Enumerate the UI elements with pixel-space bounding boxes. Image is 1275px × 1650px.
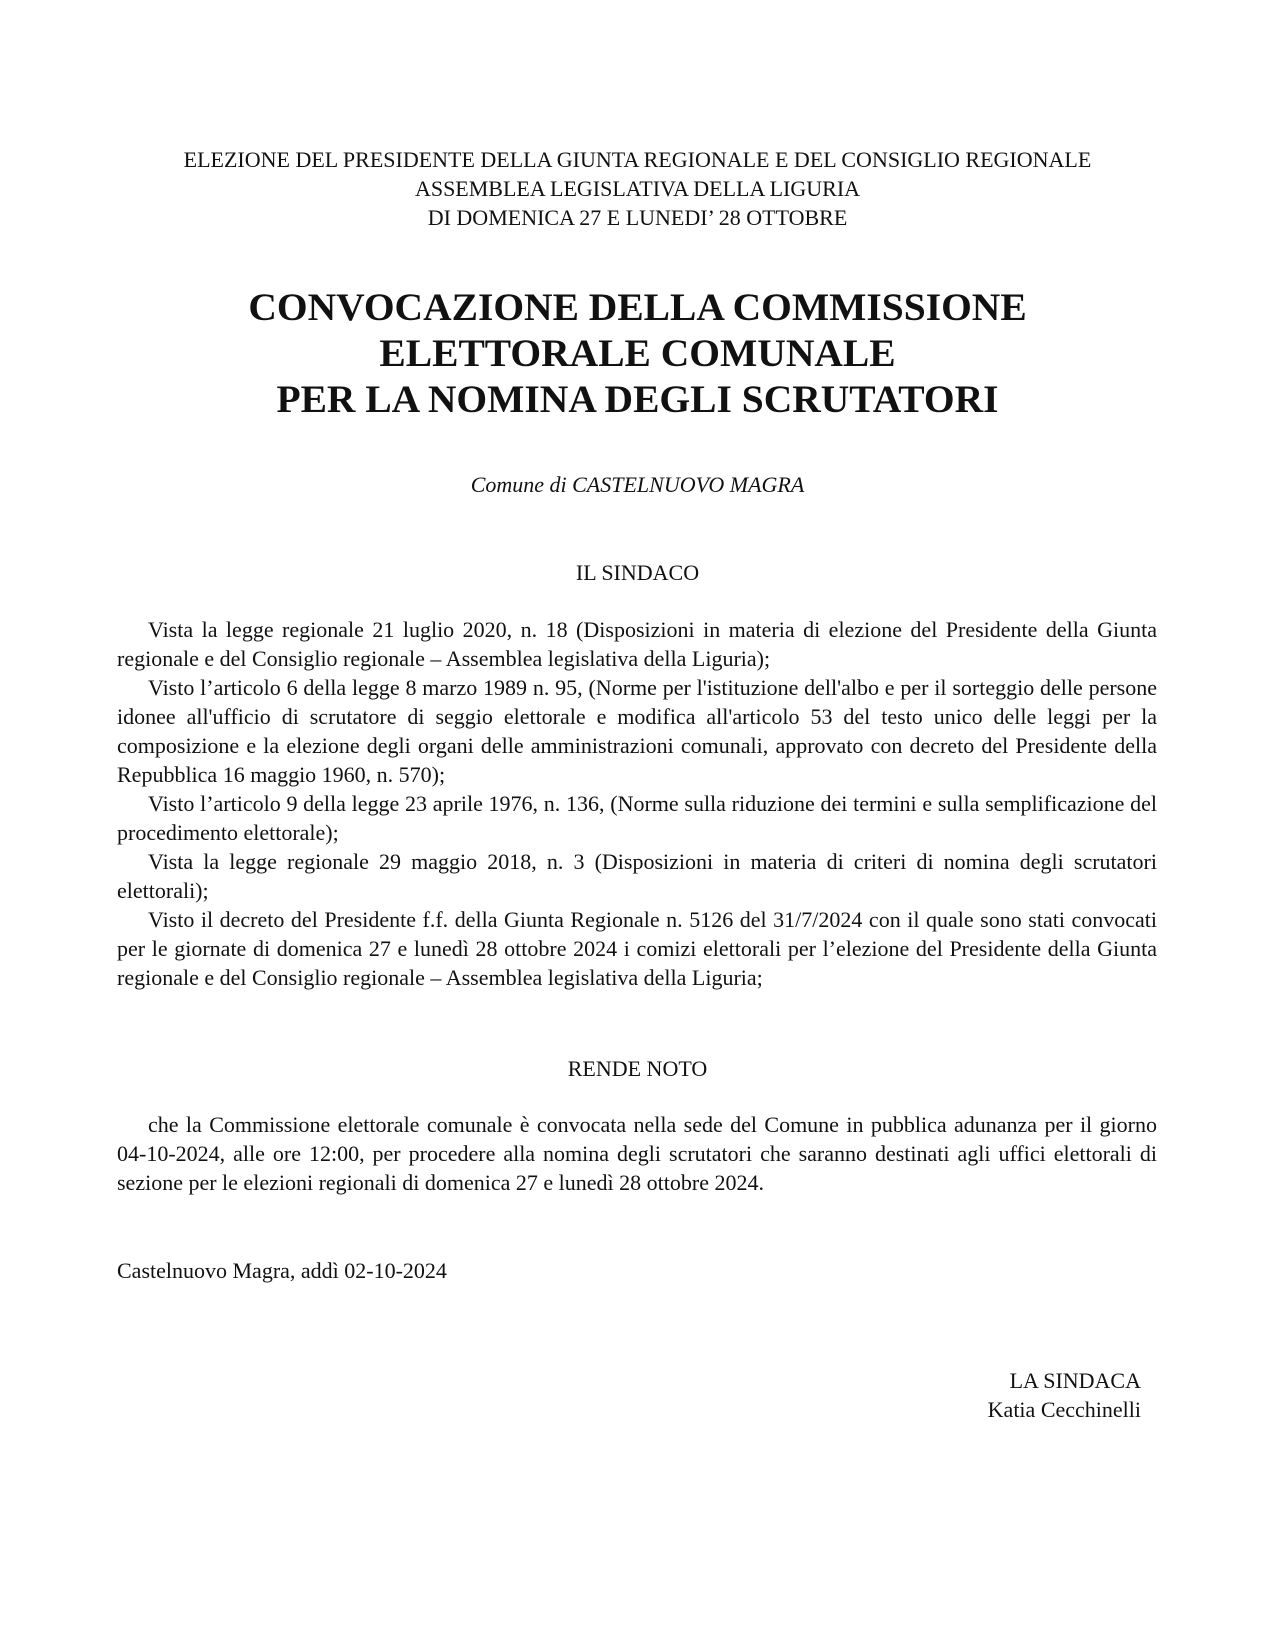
title-line: ELETTORALE COMUNALE — [379, 331, 896, 375]
place-and-date: Castelnuovo Magra, addì 02-10-2024 — [117, 1258, 447, 1283]
document-title — [0, 284, 1275, 422]
legal-preamble — [117, 615, 1157, 992]
municipality-name: Comune di CASTELNUOVO MAGRA — [470, 472, 805, 497]
preamble-paragraph: Vista la legge regionale 21 luglio 2020, n. 18 (Disposizioni in materia di elezione del Presidente della Giunta regionale e del Consiglio regionale – Assemblea legislativa della Liguria); — [117, 617, 1157, 671]
notice-body — [117, 1110, 1157, 1197]
header-line: ASSEMBLEA LEGISLATIVA DELLA LIGURIA — [414, 176, 861, 201]
signature-block — [988, 1366, 1141, 1424]
preamble-paragraph: Visto il decreto del Presidente f.f. della Giunta Regionale n. 5126 del 31/7/2024 con il quale sono stati convocati per le giornate di domenica 27 e lunedì 28 ottobre 2024 i comizi elettorali per l’elezione del Presidente della Giunta regionale e del Consiglio regionale – Assemblea legislativa della Liguria; — [117, 907, 1157, 990]
signature-name: Katia Cecchinelli — [987, 1397, 1141, 1422]
notice-paragraph: che la Commissione elettorale comunale è convocata nella sede del Comune in pubblica adunanza per il giorno 04-10-2024, alle ore 12:00, per procedere alla nomina degli scrutatori che saranno destinati agli uffici elettorali di sezione per le elezioni regionali di domenica 27 e lunedì 28 ottobre 2024. — [117, 1112, 1157, 1195]
signature-role: LA SINDACA — [1009, 1368, 1141, 1393]
header-line: DI DOMENICA 27 E LUNEDI’ 28 OTTOBRE — [427, 205, 848, 230]
rende-noto-heading: RENDE NOTO — [567, 1056, 708, 1081]
title-line: PER LA NOMINA DEGLI SCRUTATORI — [276, 377, 999, 421]
election-header — [0, 145, 1275, 232]
title-line: CONVOCAZIONE DELLA COMMISSIONE — [248, 285, 1027, 329]
issuer-heading: IL SINDACO — [575, 560, 700, 585]
header-line: ELEZIONE DEL PRESIDENTE DELLA GIUNTA REGIONALE E DEL CONSIGLIO REGIONALE — [183, 147, 1092, 172]
preamble-paragraph: Visto l’articolo 6 della legge 8 marzo 1989 n. 95, (Norme per l'istituzione dell'albo e per il sorteggio delle persone idonee all'ufficio di scrutatore di seggio elettorale e modifica all'articolo 53 del testo unico delle leggi per la composizione e la elezione degli organi delle amministrazioni comunali, approvato con decreto del Presidente della Repubblica 16 maggio 1960, n. 570); — [117, 675, 1157, 787]
preamble-paragraph: Visto l’articolo 9 della legge 23 aprile 1976, n. 136, (Norme sulla riduzione dei termini e sulla semplificazione del procedimento elettorale); — [117, 791, 1157, 845]
preamble-paragraph: Vista la legge regionale 29 maggio 2018, n. 3 (Disposizioni in materia di criteri di nomina degli scrutatori elettorali); — [117, 849, 1157, 903]
